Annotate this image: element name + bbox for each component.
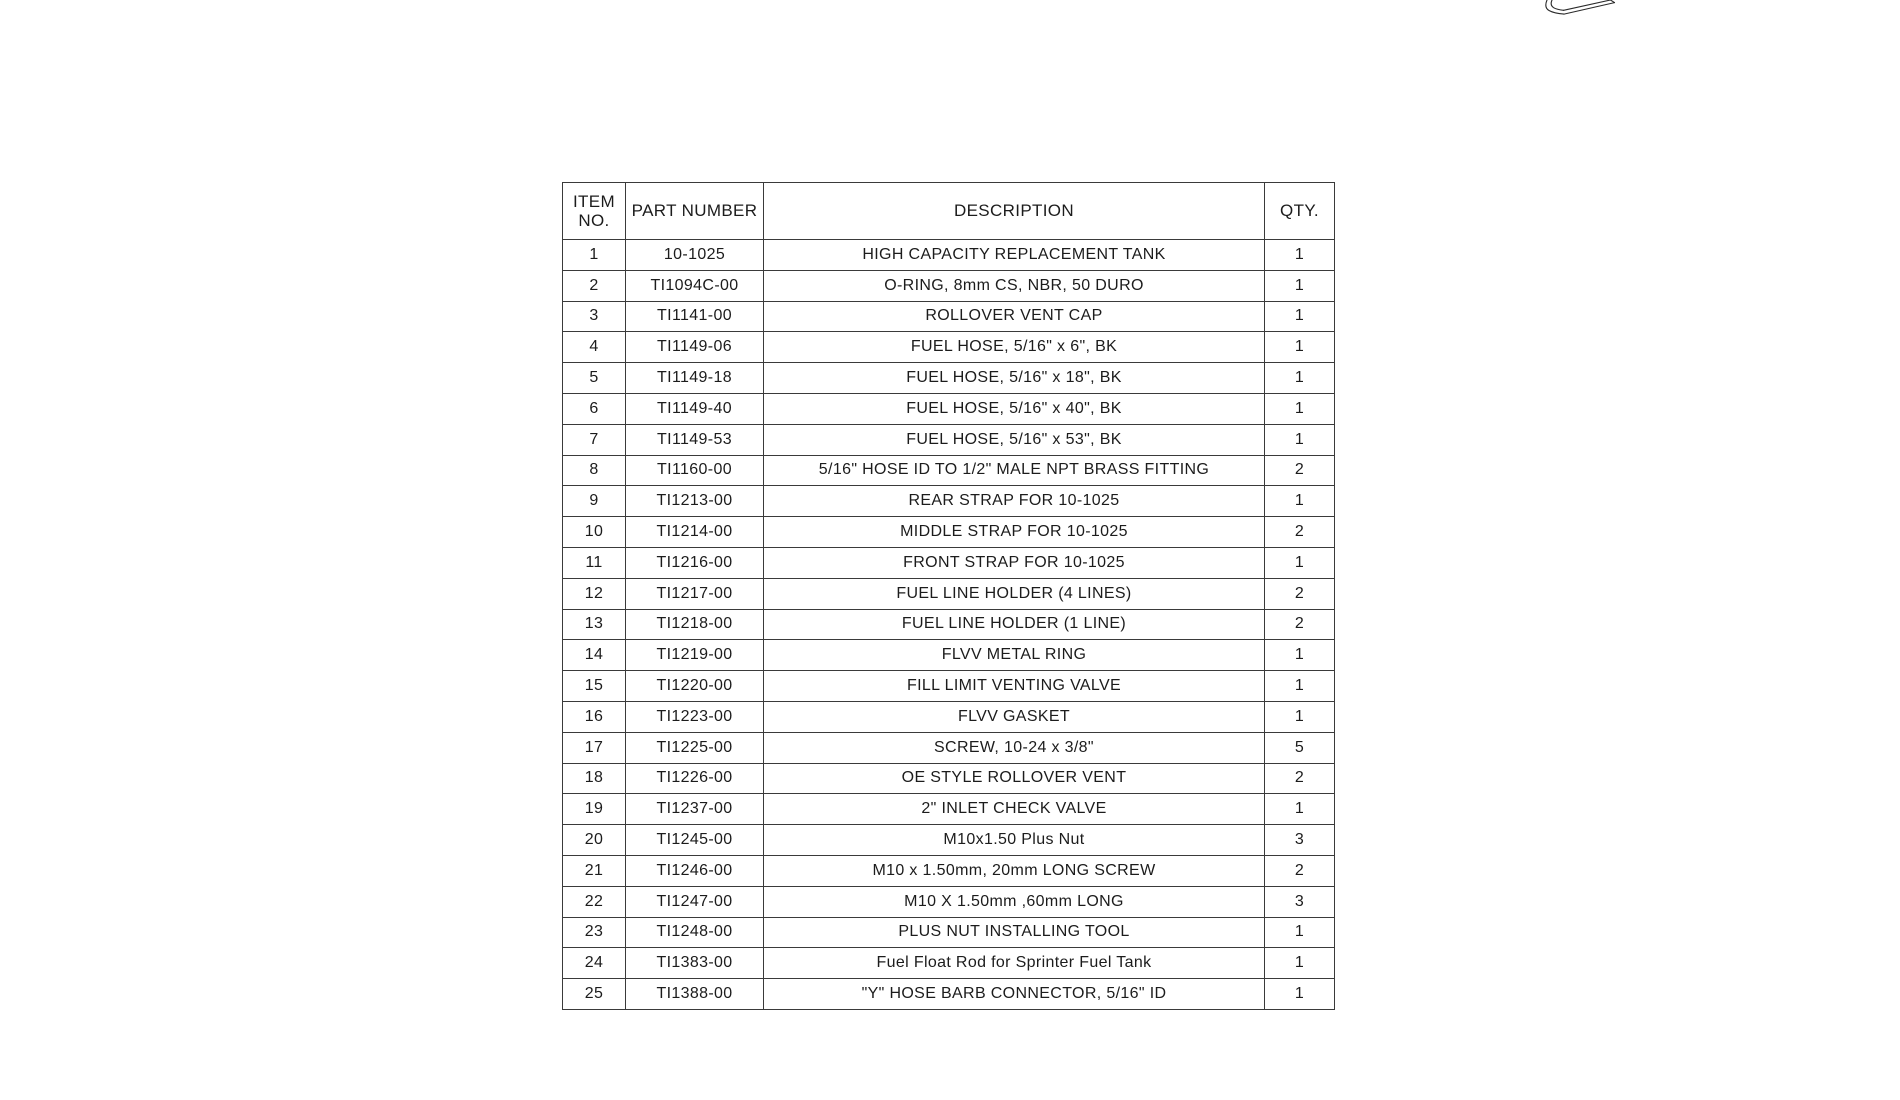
cell-item-no: 22 — [563, 886, 626, 917]
cell-qty: 1 — [1265, 240, 1335, 271]
cell-qty: 1 — [1265, 363, 1335, 394]
cell-part-number: TI1094C-00 — [626, 270, 764, 301]
cell-description: FUEL LINE HOLDER (1 LINE) — [764, 609, 1265, 640]
cell-item-no: 17 — [563, 732, 626, 763]
cell-qty: 1 — [1265, 547, 1335, 578]
cell-qty: 2 — [1265, 763, 1335, 794]
cell-qty: 2 — [1265, 855, 1335, 886]
cell-description: FLVV GASKET — [764, 701, 1265, 732]
cell-item-no: 5 — [563, 363, 626, 394]
bom-row — [563, 886, 1335, 917]
header-item-no-line2: NO. — [578, 211, 610, 230]
cell-qty: 3 — [1265, 886, 1335, 917]
cell-part-number: TI1388-00 — [626, 979, 764, 1010]
cell-qty: 5 — [1265, 732, 1335, 763]
cell-description: M10 X 1.50mm ,60mm LONG — [764, 886, 1265, 917]
bom-row — [563, 332, 1335, 363]
cell-part-number: TI1219-00 — [626, 640, 764, 671]
cell-item-no: 25 — [563, 979, 626, 1010]
cell-qty: 2 — [1265, 609, 1335, 640]
cell-description: SCREW, 10-24 x 3/8" — [764, 732, 1265, 763]
bom-row — [563, 270, 1335, 301]
cell-part-number: TI1226-00 — [626, 763, 764, 794]
cell-description: Fuel Float Rod for Sprinter Fuel Tank — [764, 948, 1265, 979]
bom-row — [563, 424, 1335, 455]
header-item-no — [563, 183, 626, 240]
cell-part-number: TI1248-00 — [626, 917, 764, 948]
bom-table-body — [563, 240, 1335, 1010]
cell-qty: 2 — [1265, 517, 1335, 548]
cell-qty: 1 — [1265, 701, 1335, 732]
bom-row — [563, 363, 1335, 394]
cell-qty: 1 — [1265, 393, 1335, 424]
cell-qty: 1 — [1265, 424, 1335, 455]
cell-description: FILL LIMIT VENTING VALVE — [764, 671, 1265, 702]
header-part-number: PART NUMBER — [626, 183, 764, 240]
cell-part-number: TI1383-00 — [626, 948, 764, 979]
cell-item-no: 21 — [563, 855, 626, 886]
bom-row — [563, 640, 1335, 671]
cell-qty: 1 — [1265, 671, 1335, 702]
cell-qty: 2 — [1265, 578, 1335, 609]
cell-part-number: TI1220-00 — [626, 671, 764, 702]
header-item-no-line1: ITEM — [572, 191, 615, 211]
cell-description: FUEL HOSE, 5/16" x 6", BK — [764, 332, 1265, 363]
cell-description: REAR STRAP FOR 10-1025 — [764, 486, 1265, 517]
cell-item-no: 11 — [563, 547, 626, 578]
cell-description: FUEL LINE HOLDER (4 LINES) — [764, 578, 1265, 609]
cell-part-number: TI1246-00 — [626, 855, 764, 886]
cell-item-no: 19 — [563, 794, 626, 825]
cell-item-no: 4 — [563, 332, 626, 363]
cell-qty: 1 — [1265, 917, 1335, 948]
cell-description: O-RING, 8mm CS, NBR, 50 DURO — [764, 270, 1265, 301]
cell-description: MIDDLE STRAP FOR 10-1025 — [764, 517, 1265, 548]
bom-row — [563, 763, 1335, 794]
cell-item-no: 3 — [563, 301, 626, 332]
cell-part-number: TI1247-00 — [626, 886, 764, 917]
cell-qty: 1 — [1265, 979, 1335, 1010]
cell-part-number: TI1245-00 — [626, 825, 764, 856]
bom-row — [563, 547, 1335, 578]
bom-row — [563, 917, 1335, 948]
cell-qty: 1 — [1265, 486, 1335, 517]
cell-description: ROLLOVER VENT CAP — [764, 301, 1265, 332]
cell-description: M10 x 1.50mm, 20mm LONG SCREW — [764, 855, 1265, 886]
cell-part-number: TI1225-00 — [626, 732, 764, 763]
cell-item-no: 13 — [563, 609, 626, 640]
cell-part-number: TI1149-18 — [626, 363, 764, 394]
bom-row — [563, 517, 1335, 548]
cell-item-no: 23 — [563, 917, 626, 948]
cell-item-no: 8 — [563, 455, 626, 486]
cell-part-number: TI1223-00 — [626, 701, 764, 732]
cell-qty: 1 — [1265, 332, 1335, 363]
bom-row — [563, 240, 1335, 271]
cell-item-no: 18 — [563, 763, 626, 794]
cell-qty: 3 — [1265, 825, 1335, 856]
bom-row — [563, 455, 1335, 486]
bom-row — [563, 609, 1335, 640]
cell-part-number: TI1218-00 — [626, 609, 764, 640]
cell-qty: 1 — [1265, 948, 1335, 979]
cell-item-no: 14 — [563, 640, 626, 671]
cell-item-no: 2 — [563, 270, 626, 301]
cell-description: 5/16" HOSE ID TO 1/2" MALE NPT BRASS FITTING — [764, 455, 1265, 486]
cell-part-number: TI1237-00 — [626, 794, 764, 825]
bom-row — [563, 794, 1335, 825]
cell-item-no: 16 — [563, 701, 626, 732]
cell-qty: 1 — [1265, 640, 1335, 671]
cell-part-number: TI1214-00 — [626, 517, 764, 548]
cell-description: M10x1.50 Plus Nut — [764, 825, 1265, 856]
cell-item-no: 6 — [563, 393, 626, 424]
cell-item-no: 24 — [563, 948, 626, 979]
cell-item-no: 10 — [563, 517, 626, 548]
cell-part-number: TI1213-00 — [626, 486, 764, 517]
cell-part-number: TI1141-00 — [626, 301, 764, 332]
cell-qty: 2 — [1265, 455, 1335, 486]
cell-qty: 1 — [1265, 794, 1335, 825]
cell-item-no: 1 — [563, 240, 626, 271]
bom-table — [562, 182, 1335, 1010]
bom-row — [563, 393, 1335, 424]
bom-row — [563, 701, 1335, 732]
cell-description: FLVV METAL RING — [764, 640, 1265, 671]
cell-part-number: 10-1025 — [626, 240, 764, 271]
cell-part-number: TI1216-00 — [626, 547, 764, 578]
cell-description: PLUS NUT INSTALLING TOOL — [764, 917, 1265, 948]
bom-row — [563, 671, 1335, 702]
cell-description: FUEL HOSE, 5/16" x 18", BK — [764, 363, 1265, 394]
bom-row — [563, 948, 1335, 979]
bom-row — [563, 301, 1335, 332]
cell-part-number: TI1160-00 — [626, 455, 764, 486]
header-description: DESCRIPTION — [764, 183, 1265, 240]
cell-item-no: 15 — [563, 671, 626, 702]
cell-description: HIGH CAPACITY REPLACEMENT TANK — [764, 240, 1265, 271]
cell-description: FRONT STRAP FOR 10-1025 — [764, 547, 1265, 578]
bom-row — [563, 855, 1335, 886]
bom-row — [563, 732, 1335, 763]
bom-row — [563, 979, 1335, 1010]
cell-qty: 1 — [1265, 270, 1335, 301]
cell-description: FUEL HOSE, 5/16" x 40", BK — [764, 393, 1265, 424]
cell-description: "Y" HOSE BARB CONNECTOR, 5/16" ID — [764, 979, 1265, 1010]
bom-row — [563, 578, 1335, 609]
bom-row — [563, 486, 1335, 517]
cell-qty: 1 — [1265, 301, 1335, 332]
cell-item-no: 12 — [563, 578, 626, 609]
cell-part-number: TI1217-00 — [626, 578, 764, 609]
bom-header-row — [563, 183, 1335, 240]
cell-description: OE STYLE ROLLOVER VENT — [764, 763, 1265, 794]
cad-part-fragment-icon — [1533, 0, 1617, 18]
cell-part-number: TI1149-40 — [626, 393, 764, 424]
bom-row — [563, 825, 1335, 856]
cell-item-no: 7 — [563, 424, 626, 455]
cell-description: FUEL HOSE, 5/16" x 53", BK — [764, 424, 1265, 455]
cell-part-number: TI1149-06 — [626, 332, 764, 363]
cell-item-no: 9 — [563, 486, 626, 517]
cell-item-no: 20 — [563, 825, 626, 856]
cell-description: 2" INLET CHECK VALVE — [764, 794, 1265, 825]
cell-part-number: TI1149-53 — [626, 424, 764, 455]
header-qty: QTY. — [1265, 183, 1335, 240]
